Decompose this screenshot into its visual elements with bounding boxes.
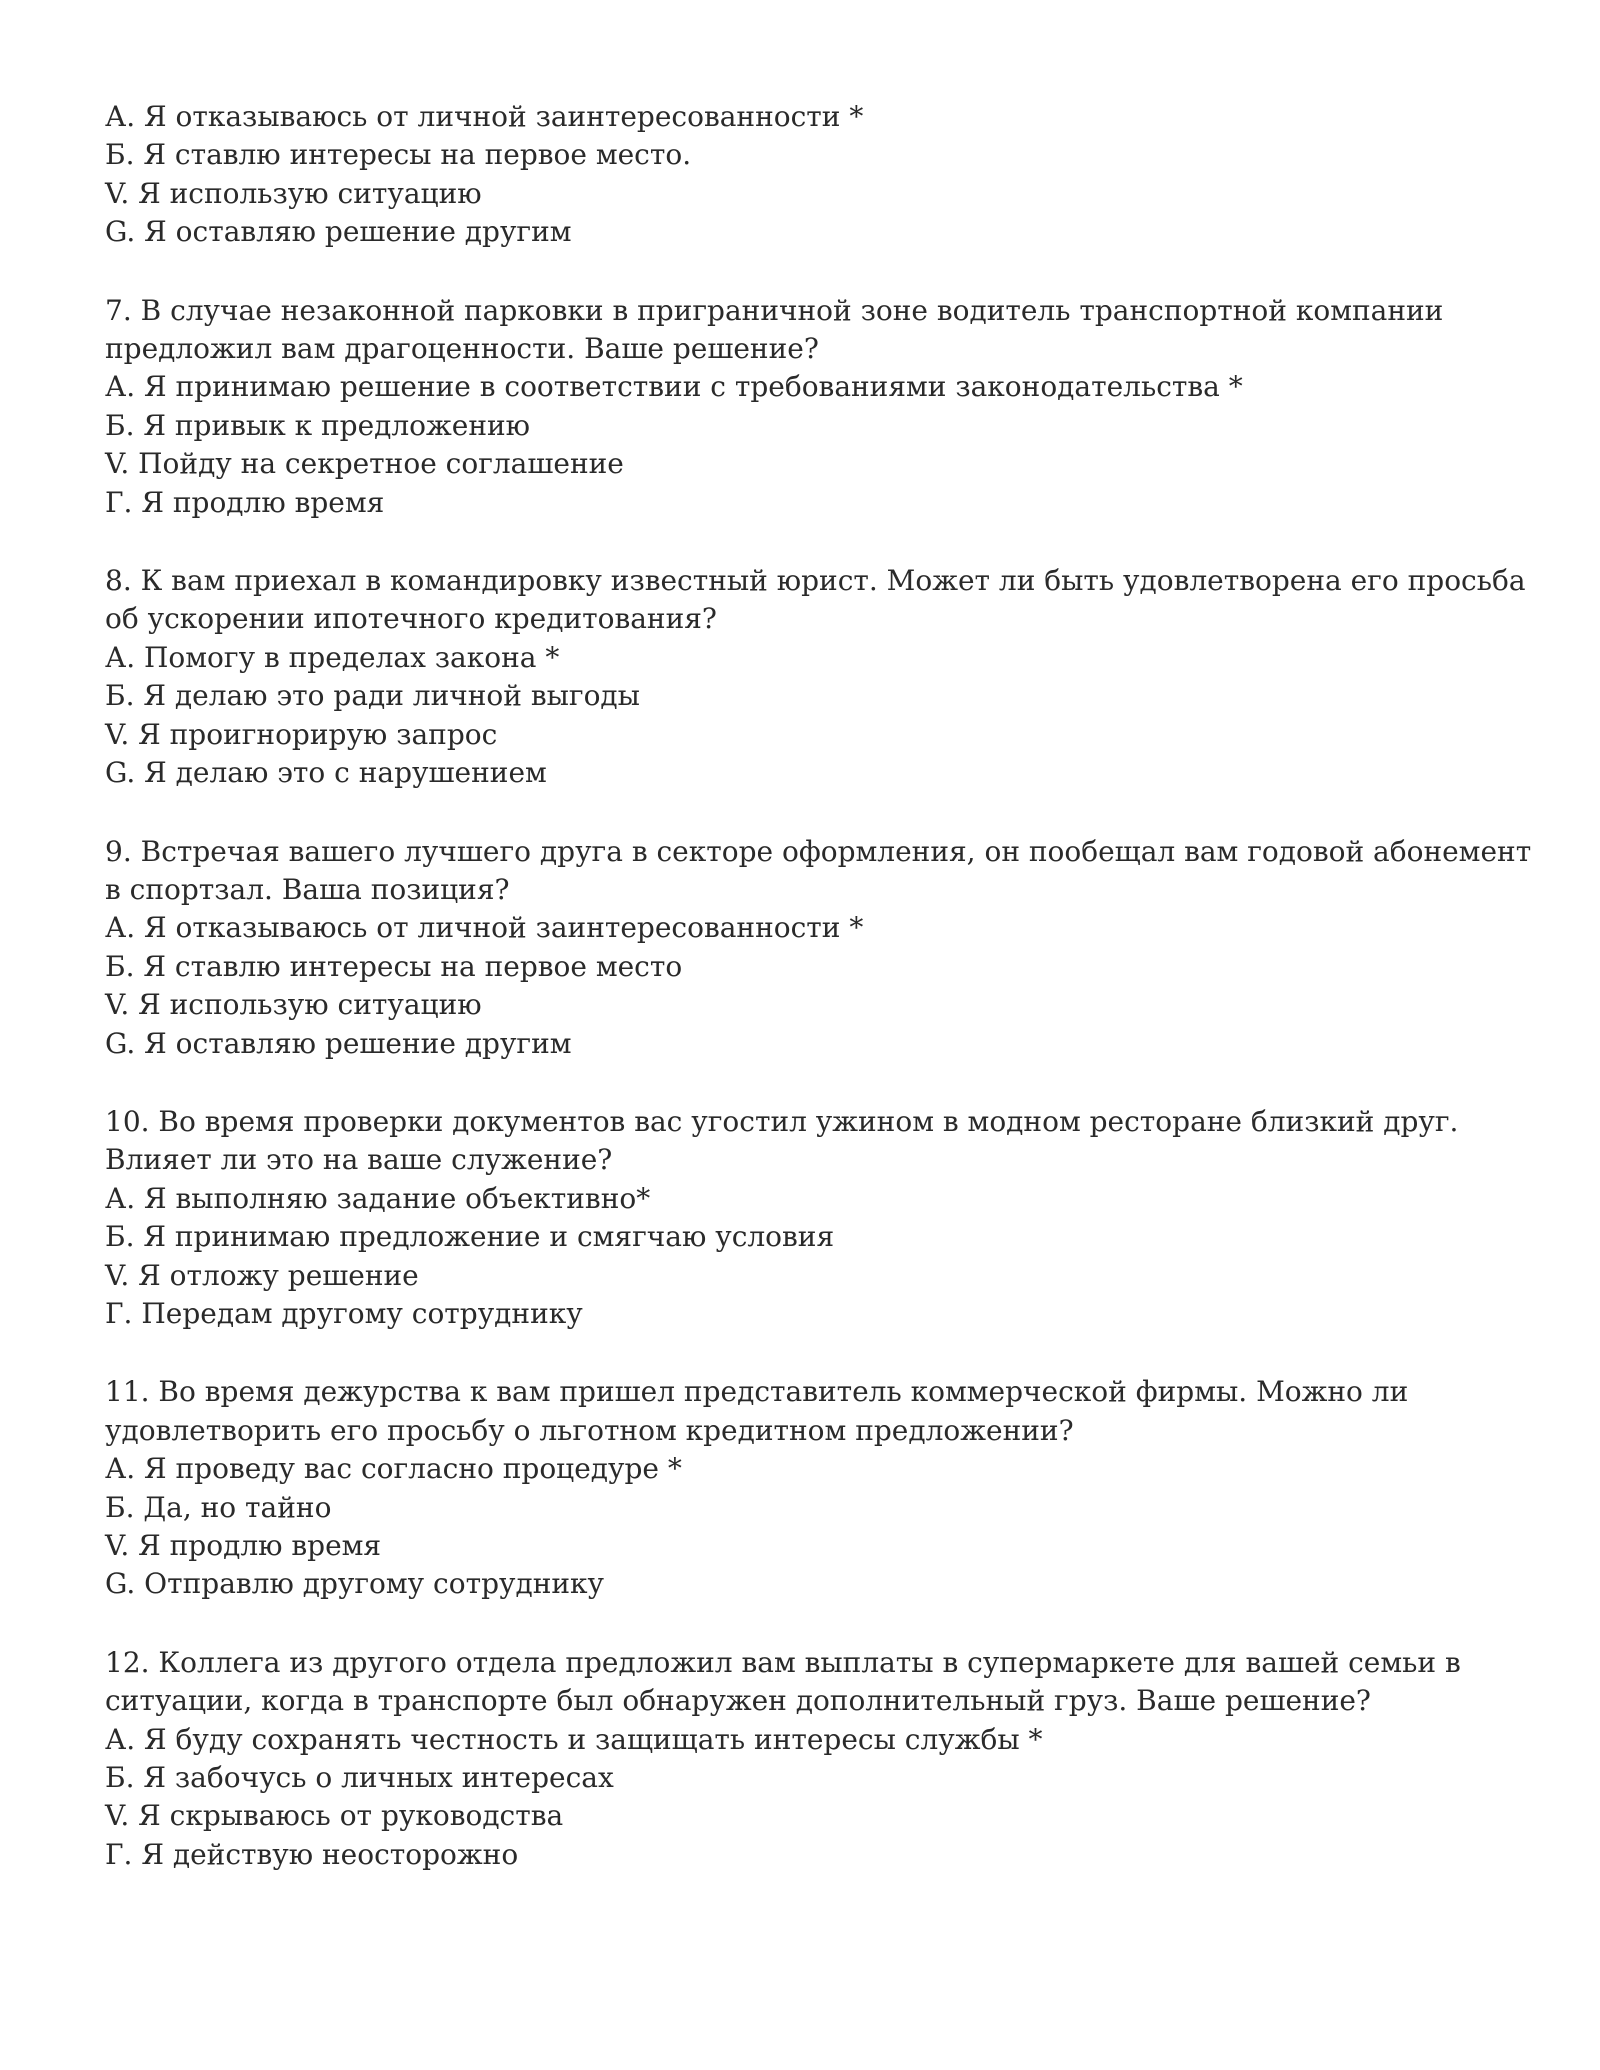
answer-option: V. Я использую ситуацию bbox=[105, 988, 482, 1022]
question-line: 11. Во время дежурства к вам пришел представитель коммерческой фирмы. Можно ли bbox=[105, 1375, 1409, 1409]
question-line: 8. К вам приехал в командировку известный юрист. Может ли быть удовлетворена его просьба bbox=[105, 564, 1526, 598]
answer-option: Г. Я действую неосторожно bbox=[105, 1837, 519, 1871]
answer-option: Б. Я ставлю интересы на первое место bbox=[105, 949, 683, 983]
document-body bbox=[105, 98, 1545, 1874]
answer-option: G. Я делаю это с нарушением bbox=[105, 756, 547, 790]
answer-option: V. Пойду на секретное соглашение bbox=[105, 447, 624, 481]
question-block-10 bbox=[105, 1103, 1545, 1333]
answer-option: V. Я проигнорирую запрос bbox=[105, 717, 498, 751]
question-line: Влияет ли это на ваше служение? bbox=[105, 1143, 613, 1177]
answer-options bbox=[105, 368, 1545, 522]
answer-option: V. Я отложу решение bbox=[105, 1258, 419, 1292]
question-line: 12. Коллега из другого отдела предложил вам выплаты в супермаркете для вашей семьи в bbox=[105, 1645, 1461, 1679]
answer-option: Б. Я ставлю интересы на первое место. bbox=[105, 138, 692, 172]
answer-option: А. Помогу в пределах закона * bbox=[105, 640, 560, 674]
answer-option: G. Я оставляю решение другим bbox=[105, 1026, 572, 1060]
question-block-11 bbox=[105, 1373, 1545, 1603]
question-line: ситуации, когда в транспорте был обнаружен дополнительный груз. Ваше решение? bbox=[105, 1684, 1371, 1718]
answer-options bbox=[105, 1721, 1545, 1875]
answer-options bbox=[105, 1450, 1545, 1604]
question-block-12 bbox=[105, 1644, 1545, 1874]
question-text bbox=[105, 833, 1545, 910]
question-line: 7. В случае незаконной парковки в приграничной зоне водитель транспортной компании bbox=[105, 293, 1444, 327]
question-text bbox=[105, 1103, 1545, 1180]
question-line: предложил вам драгоценности. Ваше решение? bbox=[105, 332, 819, 366]
answer-options bbox=[105, 639, 1545, 793]
question-text bbox=[105, 292, 1545, 369]
answer-option: Г. Я продлю время bbox=[105, 485, 385, 519]
answer-option: А. Я буду сохранять честность и защищать интересы службы * bbox=[105, 1722, 1043, 1756]
question-block-8 bbox=[105, 562, 1545, 792]
answer-option: Б. Я делаю это ради личной выгоды bbox=[105, 679, 640, 713]
answer-option: Г. Передам другому сотруднику bbox=[105, 1296, 583, 1330]
question-text bbox=[105, 562, 1545, 639]
answer-option: V. Я продлю время bbox=[105, 1529, 382, 1562]
answer-option: G. Я оставляю решение другим bbox=[105, 215, 572, 249]
answer-options bbox=[105, 98, 1545, 252]
question-line: 9. Встречая вашего лучшего друга в секторе оформления, он пообещал вам годовой абонемент bbox=[105, 834, 1532, 868]
question-line: удовлетворить его просьбу о льготном кредитном предложении? bbox=[105, 1413, 1074, 1447]
answer-option: Б. Я привык к предложению bbox=[105, 408, 531, 442]
question-block-continued bbox=[105, 98, 1545, 252]
question-block-7 bbox=[105, 292, 1545, 522]
answer-option: Б. Да, но тайно bbox=[105, 1490, 332, 1524]
question-text bbox=[105, 1644, 1545, 1721]
answer-options bbox=[105, 1180, 1545, 1334]
answer-option: V. Я использую ситуацию bbox=[105, 176, 482, 210]
answer-option: А. Я выполняю задание объективно* bbox=[105, 1181, 651, 1215]
answer-option: Б. Я принимаю предложение и смягчаю условия bbox=[105, 1220, 835, 1254]
answer-option: G. Отправлю другому сотруднику bbox=[105, 1567, 605, 1601]
answer-option: Б. Я забочусь о личных интересах bbox=[105, 1761, 614, 1795]
answer-option: А. Я проведу вас согласно процедуре * bbox=[105, 1452, 682, 1486]
answer-option: А. Я принимаю решение в соответствии с требованиями законодательства * bbox=[105, 370, 1243, 404]
question-line: об ускорении ипотечного кредитования? bbox=[105, 602, 717, 636]
answer-option: А. Я отказываюсь от личной заинтересованности * bbox=[105, 911, 864, 945]
answer-options bbox=[105, 909, 1545, 1063]
answer-option: V. Я скрываюсь от руководства bbox=[105, 1799, 564, 1833]
question-line: в спортзал. Ваша позиция? bbox=[105, 872, 510, 906]
question-text bbox=[105, 1373, 1545, 1450]
question-line: 10. Во время проверки документов вас угостил ужином в модном ресторане близкий друг. bbox=[105, 1104, 1459, 1138]
answer-option: А. Я отказываюсь от личной заинтересованности * bbox=[105, 100, 864, 133]
question-block-9 bbox=[105, 833, 1545, 1063]
